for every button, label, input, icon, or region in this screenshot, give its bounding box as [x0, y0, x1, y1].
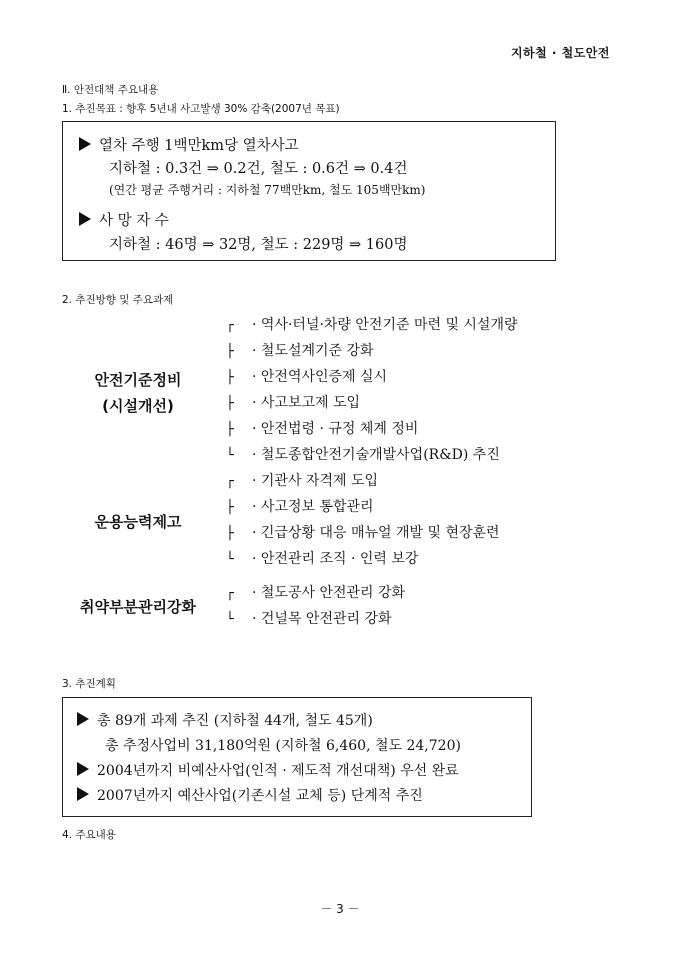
tree-branch: ├: [226, 526, 234, 541]
tree-branch: ├: [226, 396, 234, 411]
tree-branch: └: [226, 448, 234, 463]
list-item-text: · 안전역사인증제 실시: [252, 369, 388, 385]
plan-line-3: [77, 760, 459, 780]
list-item: [226, 582, 405, 602]
list-item: [226, 392, 360, 412]
plan-line-1-text: 총 89개 과제 추진 (지하철 44개, 철도 45개): [97, 713, 373, 729]
goal-heading: 1. 추진목표 : 향후 5년내 사고발생 30% 감축(2007년 목표): [62, 103, 340, 115]
plan-line-2: 총 추정사업비 31,180억원 (지하철 6,460, 철도 24,720): [105, 738, 461, 754]
list-item-text: · 철도공사 안전관리 강화: [252, 585, 406, 601]
tree-branch: ├: [226, 422, 234, 437]
plan-line-4-text: 2007년까지 예산사업(기존시설 교체 등) 단계적 추진: [97, 788, 423, 804]
goal-line-3: (연간 평균 주행거리 : 지하철 77백만km, 철도 105백만km): [109, 183, 426, 197]
tree-branch: ├: [226, 344, 234, 359]
list-item: [226, 314, 518, 334]
list-item-text: · 철도설계기준 강화: [252, 343, 374, 359]
goal-line-4-text: 사 망 자 수: [99, 213, 169, 229]
category-safety-standards: [82, 369, 194, 416]
list-item-text: · 역사·터널·차량 안전기준 마련 및 시설개량: [252, 317, 518, 333]
list-item: [226, 608, 392, 628]
tree-branch: ┌: [226, 586, 234, 601]
category-line-1: 취약부분관리강화: [80, 598, 196, 616]
tree-branch: └: [226, 552, 234, 567]
list-item-text: · 안전관리 조직 · 인력 보강: [252, 551, 419, 567]
triangle-bullet-icon: [79, 212, 91, 226]
list-item-text: · 긴급상황 대응 매뉴얼 개발 및 현장훈련: [252, 525, 500, 541]
goal-line-1: [79, 134, 299, 155]
category-line-2: (시설개선): [102, 397, 174, 415]
section-heading-measures: Ⅱ. 안전대책 주요내용: [62, 84, 159, 96]
tree-branch: ├: [226, 500, 234, 515]
tree-branch: ┌: [226, 474, 234, 489]
plan-box: [62, 697, 532, 817]
category-vulnerable-management: [70, 596, 206, 617]
list-item-text: · 안전법령 · 규정 체계 정비: [252, 421, 419, 437]
category-operational-capability: [82, 511, 194, 532]
triangle-bullet-icon: [77, 712, 89, 726]
page-header-title: 지하철 · 철도안전: [510, 46, 610, 60]
list-item-text: · 사고보고제 도입: [252, 395, 361, 411]
tree-branch: ┌: [226, 318, 234, 333]
list-item-text: · 기관사 자격제 도입: [252, 473, 378, 489]
goal-line-2: 지하철 : 0.3건 ⇒ 0.2건, 철도 : 0.6건 ⇒ 0.4건: [109, 161, 408, 177]
goal-box: [62, 121, 556, 261]
list-item-text: · 사고정보 통합관리: [252, 499, 374, 515]
triangle-bullet-icon: [77, 762, 89, 776]
list-item: [226, 548, 418, 568]
list-item: [226, 470, 378, 490]
list-item: [226, 444, 500, 464]
category-line-1: 안전기준정비: [94, 371, 182, 389]
list-item-text: · 철도종합안전기술개발사업(R&D) 추진: [252, 447, 500, 463]
triangle-bullet-icon: [79, 137, 91, 151]
goal-line-4: [79, 209, 169, 230]
page-number: － 3 －: [320, 902, 360, 916]
main-content-heading: 4. 주요내용: [62, 829, 116, 841]
plan-line-1: [77, 710, 373, 730]
category-line-1: 운용능력제고: [94, 513, 182, 531]
list-item: [226, 496, 374, 516]
plan-line-3-text: 2004년까지 비예산사업(인적 · 제도적 개선대책) 우선 완료: [97, 763, 459, 779]
list-item: [226, 340, 374, 360]
goal-line-5: 지하철 : 46명 ⇒ 32명, 철도 : 229명 ⇒ 160명: [109, 237, 408, 253]
list-item: [226, 418, 418, 438]
plan-line-4: [77, 785, 423, 805]
direction-heading: 2. 추진방향 및 주요과제: [62, 294, 174, 306]
plan-heading: 3. 추진계획: [62, 678, 116, 690]
tree-branch: └: [226, 612, 234, 627]
list-item: [226, 366, 387, 386]
triangle-bullet-icon: [77, 787, 89, 801]
goal-line-1-text: 열차 주행 1백만km당 열차사고: [99, 138, 299, 154]
list-item-text: · 건널목 안전관리 강화: [252, 611, 392, 627]
tree-branch: ├: [226, 370, 234, 385]
list-item: [226, 522, 500, 542]
